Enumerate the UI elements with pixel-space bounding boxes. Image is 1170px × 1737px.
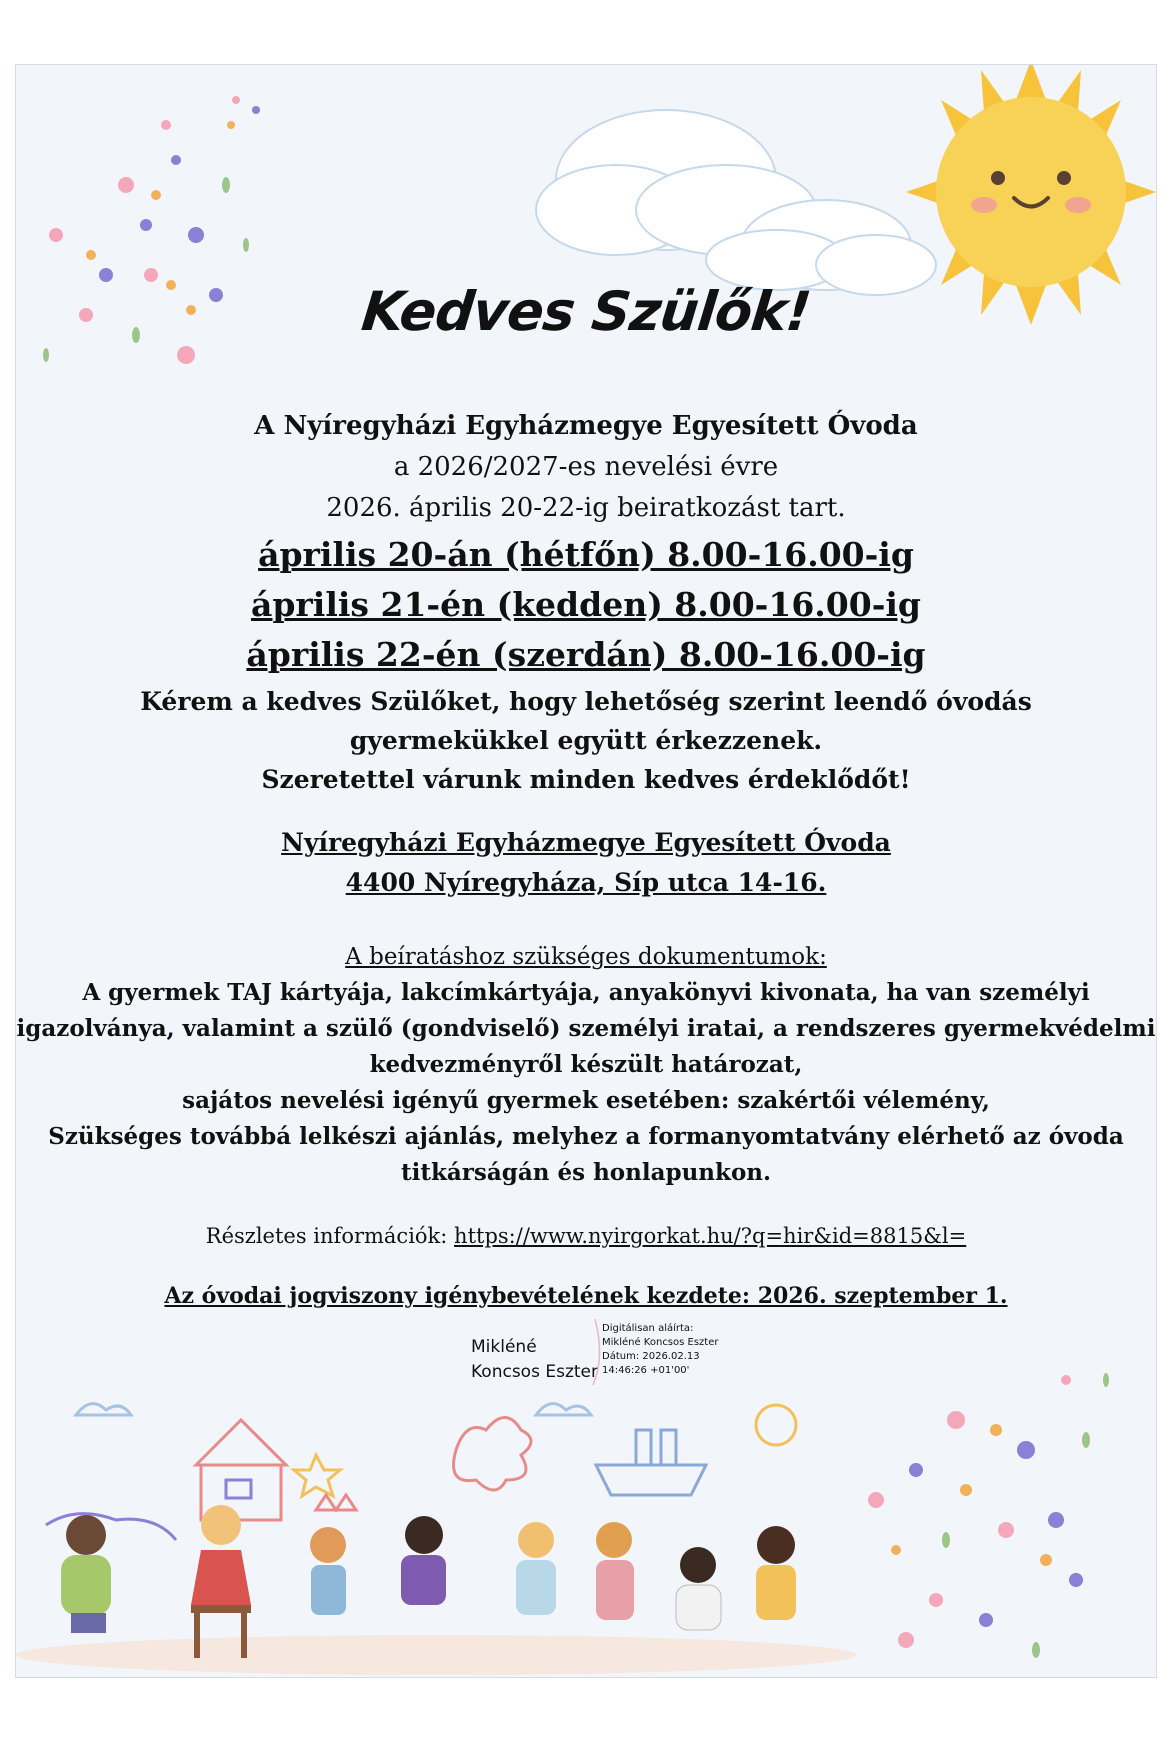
documents-line: igazolványa, valamint a szülő (gondviselő) személyi iratai, a rendszeres gyermekvédelmi [16, 1015, 1156, 1042]
schedule-day-2: április 21-én (kedden) 8.00-16.00-ig [250, 585, 922, 624]
schedule-day-1: április 20-án (hétfőn) 8.00-16.00-ig [258, 535, 914, 574]
page-title: Kedves Szülők! [358, 280, 814, 343]
signature-meta [602, 1322, 772, 1378]
intro-line-2: a 2026/2027-es nevelési évre [393, 452, 779, 482]
documents-line: sajátos nevelési igényű gyermek esetében: szakértői vélemény, [182, 1087, 990, 1114]
children-drawing-illustration [16, 1385, 856, 1675]
signature-meta-line: Dátum: 2026.02.13 [602, 1351, 700, 1362]
request-line-3: Szeretettel várunk minden kedves érdeklődőt! [261, 765, 911, 794]
documents-line: kedvezményről készült határozat, [369, 1051, 803, 1078]
info-label: Részletes információk: [205, 1224, 448, 1248]
signature-name [471, 1335, 601, 1385]
info-link[interactable]: https://www.nyirgorkat.hu/?q=hir&id=8815&l= [454, 1224, 967, 1248]
signature-meta-line: Digitálisan aláírta: [602, 1323, 694, 1334]
documents-heading: A beíratáshoz szükséges dokumentumok: [345, 944, 827, 970]
documents-line: titkárságán és honlapunkon. [400, 1159, 772, 1186]
start-date-notice: Az óvodai jogviszony igénybevételének kezdete: 2026. szeptember 1. [164, 1283, 1008, 1309]
address-street: 4400 Nyíregyháza, Síp utca 14-16. [345, 868, 827, 897]
documents-line: Szükséges továbbá lelkészi ajánlás, melyhez a formanyomtatvány elérhető az óvoda [48, 1123, 1124, 1150]
flyer-page [15, 64, 1157, 1678]
documents-line: A gyermek TAJ kártyája, lakcímkártyája, anyakönyvi kivonata, ha van személyi [82, 979, 1090, 1006]
cloud-icon [526, 70, 946, 300]
signature-name-line-2: Koncsos Eszter [471, 1362, 598, 1382]
signature-name-line-1: Mikléné [471, 1337, 537, 1357]
flower-scatter-bottom-right [836, 1320, 1156, 1678]
request-line-1: Kérem a kedves Szülőket, hogy lehetőség szerint leendő óvodás [140, 687, 1032, 716]
flower-scatter-top-left [26, 65, 326, 395]
address-name: Nyíregyházi Egyházmegye Egyesített Óvoda [281, 828, 891, 857]
schedule-day-3: április 22-én (szerdán) 8.00-16.00-ig [246, 635, 926, 674]
intro-line-1: A Nyíregyházi Egyházmegye Egyesített Óvoda [254, 411, 918, 441]
request-line-2: gyermekükkel együtt érkezzenek. [349, 726, 823, 755]
signature-meta-line: Mikléné Koncsos Eszter [602, 1337, 719, 1348]
intro-line-3: 2026. április 20-22-ig beiratkozást tart. [326, 493, 846, 523]
signature-meta-line: 14:46:26 +01'00' [602, 1365, 690, 1376]
info-line [16, 1220, 1156, 1252]
